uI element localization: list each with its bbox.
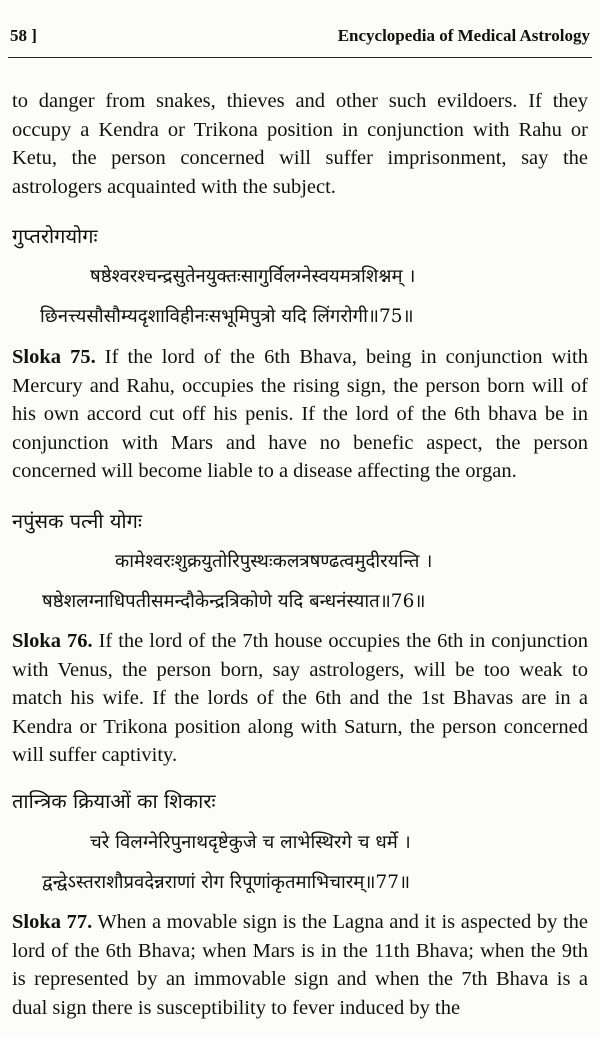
paragraph-continued: to danger from snakes, thieves and other such evildoers. If they occupy a Kendra or Trikona position in conjunction with Rahu or Ketu, the person concerned will suffer imprisonment, say the astrologers acquainted with the subject. <box>12 90 588 198</box>
page-header <box>10 26 590 46</box>
verse-77-line-1: चरे विलग्नेरिपुनाथदृष्टेकुजे च लाभेस्थिरगे च धर्मे । <box>90 832 411 853</box>
book-title: Encyclopedia of Medical Astrology <box>337 26 590 45</box>
sloka-75-text: If the lord of the 6th Bhava, being in conjunction with Mercury and Rahu, occupies the rising sign, the person born will of his own accord cut off his penis. If the lord of the 6th bhava be in conjunction with Mars and have no benefic aspect, the person concerned will become liable to a disease affecting the organ. <box>12 346 588 482</box>
header-rule <box>8 57 592 58</box>
sloka-75-label: Sloka 75. <box>12 346 96 368</box>
sloka-76-text: If the lord of the 7th house occupies the 6th in conjunction with Venus, the person born, say astrologers, will be too weak to match his wife. If the lords of the 6th and the 1st Bhavas are in a Kendra or Trikona position along with Saturn, the person concerned will suffer captivity. <box>12 630 588 766</box>
sloka-77-text: When a movable sign is the Lagna and it is aspected by the lord of the 6th Bhava; when Mars is in the 11th Bhava; when the 9th is represented by an immovable sign and when the 7th Bhava is a dual sign there is susceptibility to fever induced by the <box>12 911 589 1019</box>
verse-76-line-1: कामेश्वरःशुक्रयुतोरिपुस्थःकलत्रषण्ढत्वमुदीरयन्ति । <box>115 551 433 572</box>
section-heading-napunsak: नपुंसक पत्नी योगः <box>12 509 142 533</box>
sloka-77-label: Sloka 77. <box>12 911 93 933</box>
verse-75-line-2: छिनत्त्यसौसौम्यदृशाविहीनःसभूमिपुत्रो यदि लिंगरोगी॥75॥ <box>40 306 414 327</box>
sloka-77-paragraph <box>12 908 588 1022</box>
verse-76-line-2: षष्ठेशलग्नाधिपतीसमन्दौकेन्द्रत्रिकोणे यदि बन्धनंस्यात॥76॥ <box>42 591 426 612</box>
section-heading-tantrik: तान्त्रिक क्रियाओं का शिकारः <box>12 789 216 813</box>
sloka-76-label: Sloka 76. <box>12 630 93 652</box>
verse-77-line-2: द्वन्द्वेऽस्तराशौप्रवदेन्नराणां रोग रिपूणांकृतमाभिचारम्॥77॥ <box>42 872 411 893</box>
page-number: 58 ] <box>10 26 37 45</box>
sloka-75-paragraph <box>12 343 588 486</box>
sloka-76-paragraph <box>12 627 588 770</box>
section-heading-gupta-roga: गुप्तरोगयोगः <box>12 224 98 248</box>
verse-75-line-1: षष्ठेश्वरश्चन्द्रसुतेनयुक्तःसागुर्विलग्नेस्वयमत्रशिश्नम् । <box>90 266 416 287</box>
